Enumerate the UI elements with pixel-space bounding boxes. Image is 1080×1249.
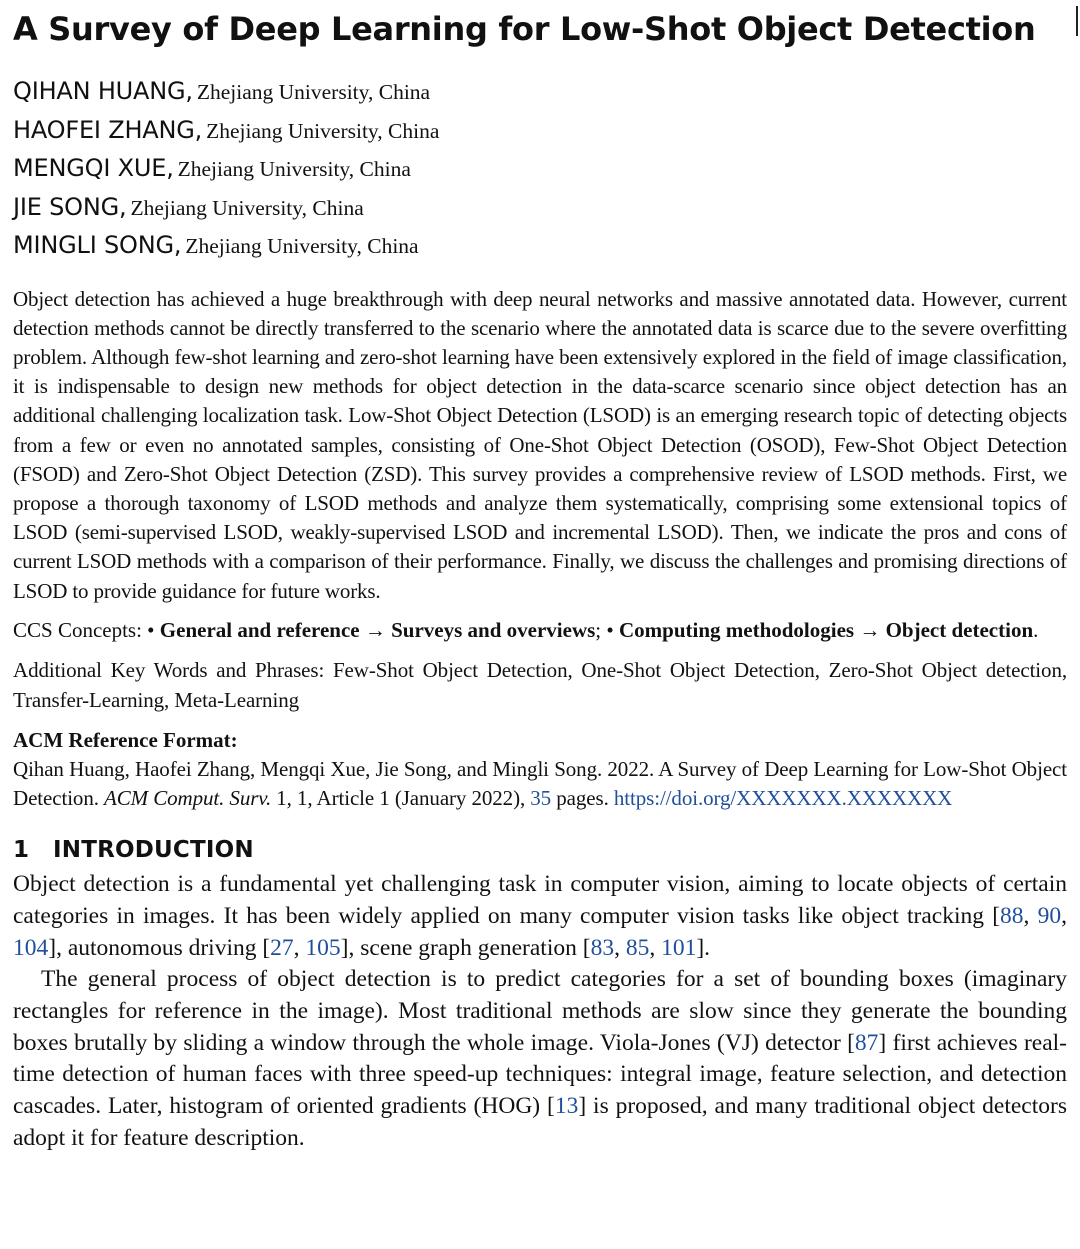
- margin-rule: [1076, 6, 1078, 36]
- citation-link[interactable]: 83: [590, 934, 615, 961]
- ccs-prefix: CCS Concepts: •: [13, 617, 155, 642]
- citation-link[interactable]: 13: [554, 1093, 579, 1120]
- author-affiliation: Zhejiang University, China: [185, 234, 419, 258]
- author-entry: [13, 228, 1067, 267]
- citation-link[interactable]: 88: [1000, 902, 1024, 929]
- author-entry: [13, 74, 1067, 113]
- section-heading: [13, 837, 1067, 863]
- author-affiliation: Zhejiang University, China: [196, 80, 431, 104]
- reference-heading: ACM Reference Format:: [13, 728, 238, 753]
- paragraph-text: ] first achieves real-time detection of human faces with three speed-up techniques: integral image, feature selection, and detection cascades. Later, histogram of oriented gradients (HOG) [: [13, 1029, 1067, 1120]
- ccs-concept: Computing methodologies → Object detection: [618, 617, 1034, 642]
- paragraph: Object detection is a fundamental yet challenging task in computer vision, aiming to locate objects of certain categories in images. It has been widely applied on many computer vision tasks like object tracking [88, 90, 104], autonomous driving [27, 105], scene graph generation [83, 85, 101].: [13, 871, 1067, 961]
- paragraph-text: ], autonomous driving [: [48, 934, 271, 961]
- abstract: Object detection has achieved a huge breakthrough with deep neural networks and massive annotated data. However, current detection methods cannot be directly transferred to the scenario where the annotated data is scarce due to the severe overfitting problem. Although few-shot learning and zero-shot learning have been extensively explored in the field of image classification, it is indispensable to design new methods for object detection in the data-scarce scenario since object detection has an additional challenging localization task. Low-Shot Object Detection (LSOD) is an emerging research topic of detecting objects from a few or even no annotated samples, consisting of One-Shot Object Detection (OSOD), Few-Shot Object Detection (FSOD) and Zero-Shot Object Detection (ZSD). This survey provides a comprehensive review of LSOD methods. First, we propose a thorough taxonomy of LSOD methods and analyze them systematically, comprising some extensional topics of LSOD (semi-supervised LSOD, weakly-supervised LSOD and incremental LSOD). Then, we indicate the pros and cons of current LSOD methods with a comparison of their performance. Finally, we discuss the challenges and promising directions of LSOD to provide guidance for future works.: [13, 286, 1067, 603]
- paragraph-text: Object detection is a fundamental yet challenging task in computer vision, aiming to locate objects of certain categories in images. It has been widely applied on many computer vision tasks like object tracking [: [13, 871, 1067, 929]
- introduction-body: [13, 869, 1067, 1154]
- author-list: [13, 74, 1067, 267]
- doi-link[interactable]: https://doi.org/XXXXXXX.XXXXXXX: [613, 786, 953, 811]
- citation-link[interactable]: 87: [854, 1029, 879, 1056]
- reference-pages-link[interactable]: 35: [530, 786, 552, 811]
- paragraph-text: The general process of object detection is to predict categories for a set of bounding boxes (imaginary rectangles for reference in the image). Most traditional methods are slow since they generate the bounding boxes brutally by sliding a window through the whole image. Viola-Jones (VJ) detector [: [13, 966, 1067, 1056]
- author-entry: [13, 190, 1067, 229]
- author-entry: [13, 151, 1067, 190]
- paragraph-text: ], scene graph generation [: [340, 934, 591, 961]
- reference-citation: Qihan Huang, Haofei Zhang, Mengqi Xue, Jie Song, and Mingli Song. 2022. A Survey of Deep Learning for Low-Shot Object Detection.: [13, 757, 1067, 811]
- author-entry: [13, 113, 1067, 152]
- author-affiliation: Zhejiang University, China: [206, 118, 440, 143]
- paragraph: [13, 964, 1067, 1154]
- author-name: HAOFEI ZHANG,: [13, 115, 203, 144]
- citation-link[interactable]: 27: [270, 934, 294, 961]
- paragraph-text: ].: [696, 934, 711, 961]
- ccs-concept: General and reference → Surveys and overviews: [159, 617, 596, 642]
- citation-link[interactable]: 85: [625, 934, 650, 961]
- section-number: 1: [13, 837, 30, 864]
- author-name: QIHAN HUANG,: [13, 77, 193, 105]
- author-name: MENGQI XUE,: [13, 154, 174, 182]
- reference-journal: ACM Comput. Surv.: [104, 786, 272, 811]
- reference-details: 1, 1, Article 1 (January 2022),: [276, 786, 526, 811]
- reference-pages-suffix: pages.: [556, 786, 609, 811]
- author-affiliation: Zhejiang University, China: [177, 157, 411, 181]
- paper-title: A Survey of Deep Learning for Low-Shot Object Detection: [13, 10, 1036, 48]
- paper-page: [13, 0, 1067, 1155]
- citation-link[interactable]: 90: [1037, 902, 1062, 929]
- paragraph-text: ] is proposed, and many traditional object detectors adopt it for feature description.: [13, 1093, 1067, 1151]
- citation-link[interactable]: 105: [305, 934, 341, 961]
- section-title: INTRODUCTION: [53, 837, 254, 864]
- author-affiliation: Zhejiang University, China: [130, 195, 364, 220]
- author-name: MINGLI SONG,: [13, 231, 182, 259]
- author-name: JIE SONG,: [13, 192, 127, 221]
- citation-link[interactable]: 104: [13, 934, 49, 961]
- ccs-suffix: .: [1033, 617, 1039, 642]
- keywords: Additional Key Words and Phrases: Few-Shot Object Detection, One-Shot Object Detection, Zero-Shot Object detection, Transfer-Learning, Meta-Learning: [13, 658, 1067, 712]
- citation-link[interactable]: 101: [661, 934, 697, 961]
- reference-format: [13, 755, 1067, 813]
- ccs-separator: ; •: [595, 617, 614, 642]
- ccs-concepts: [13, 616, 1067, 646]
